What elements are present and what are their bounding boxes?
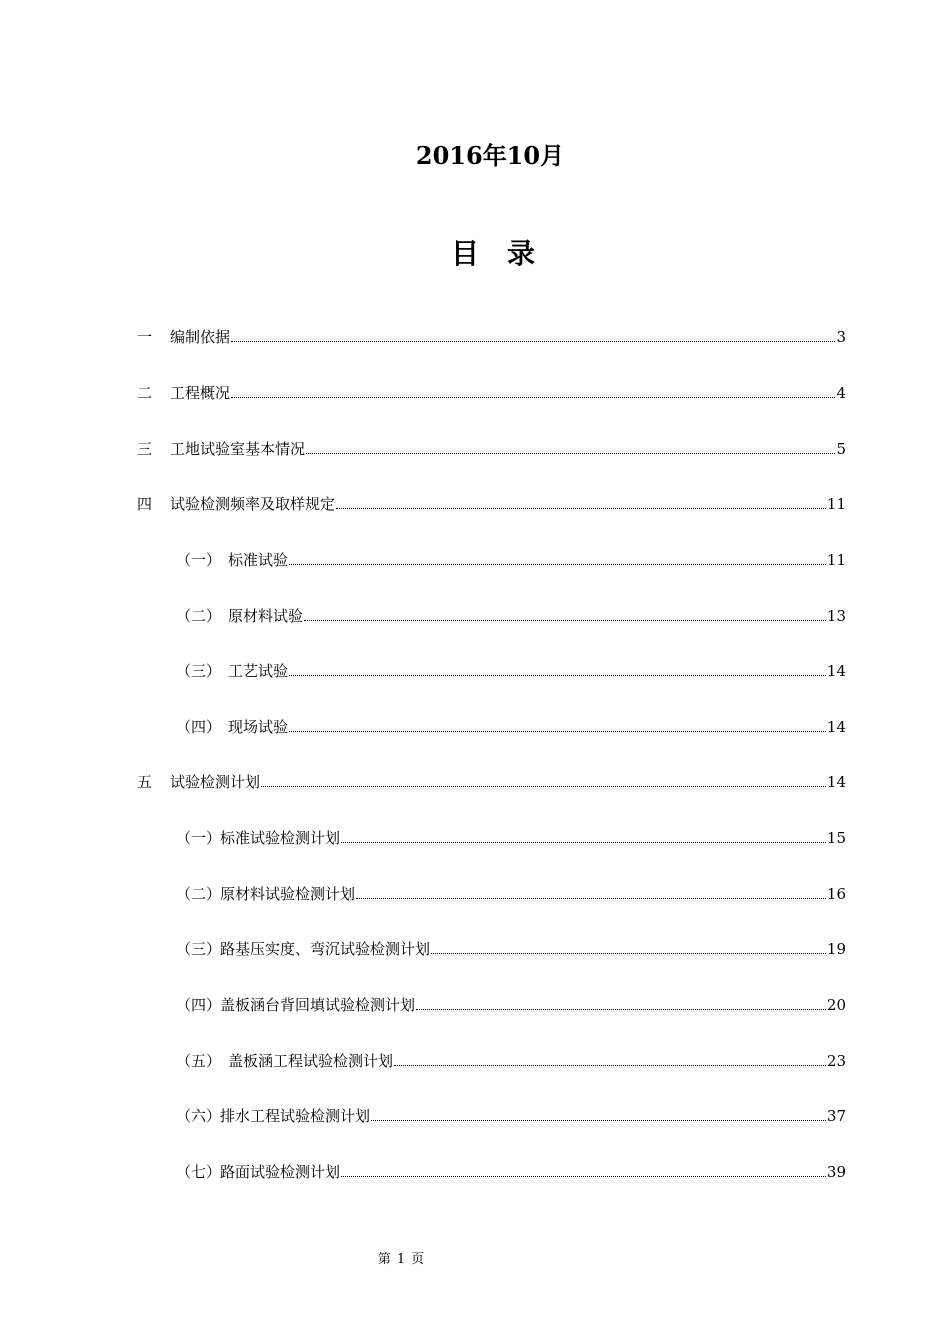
toc-entry-number: （一） (176, 551, 222, 569)
toc-entry-label: 排水工程试验检测计划 (220, 1107, 371, 1125)
toc-dot-leader (289, 563, 826, 565)
toc-entry-page: 15 (826, 829, 846, 847)
toc-entry-page: 5 (836, 440, 846, 458)
toc-entry[interactable] (176, 883, 846, 903)
toc-dot-leader (341, 1175, 826, 1177)
toc-entry-label: 原材料试验 (228, 607, 304, 625)
toc-entry-page: 20 (826, 996, 846, 1014)
toc-entry-number: （四） (176, 718, 222, 736)
toc-entry-page: 4 (836, 384, 846, 402)
toc-entry[interactable] (176, 716, 846, 736)
toc-entry-number: 三 (137, 440, 153, 458)
toc-entry-label: 原材料试验检测计划 (220, 885, 356, 903)
toc-entry-number: 二 (137, 384, 153, 402)
toc-entry-number: （五） (176, 1052, 222, 1070)
toc-entry-label: 工地试验室基本情况 (170, 440, 306, 458)
toc-entry[interactable] (176, 1161, 846, 1181)
toc-entry-page: 14 (826, 773, 846, 791)
toc-dot-leader (289, 730, 826, 732)
toc-dot-leader (431, 952, 826, 954)
document-date: 2016年10月 (415, 141, 565, 170)
toc-entry[interactable] (176, 1050, 846, 1070)
toc-entry[interactable] (176, 938, 846, 958)
toc-entry-label: 标准试验检测计划 (220, 829, 341, 847)
toc-dot-leader (304, 619, 826, 621)
toc-entry[interactable] (176, 1105, 846, 1125)
toc-entry-number: （三） (176, 662, 222, 680)
toc-entry-label: 盖板涵工程试验检测计划 (228, 1052, 394, 1070)
toc-dot-leader (371, 1119, 826, 1121)
toc-entry-number: 五 (137, 773, 153, 791)
toc-entry[interactable] (137, 382, 846, 402)
toc-entry-label: 盖板涵台背回填试验检测计划 (220, 996, 416, 1014)
toc-entry-label: 标准试验 (228, 551, 289, 569)
toc-entry-number: （二） (176, 885, 222, 903)
toc-dot-leader (416, 1008, 826, 1010)
toc-entry-label: 工艺试验 (228, 662, 289, 680)
toc-entry-number: 四 (137, 495, 153, 513)
toc-entry[interactable] (176, 549, 846, 569)
toc-entry[interactable] (137, 493, 846, 513)
toc-entry-number: （二） (176, 607, 222, 625)
toc-entry-page: 37 (826, 1107, 846, 1125)
toc-dot-leader (289, 674, 826, 676)
page-footer (0, 1248, 802, 1267)
toc-dot-leader (356, 897, 826, 899)
toc-dot-leader (261, 785, 826, 787)
toc-dot-leader (231, 340, 835, 342)
toc-dot-leader (394, 1064, 826, 1066)
toc-entry-page: 19 (826, 940, 846, 958)
footer-page-number: 1 (396, 1252, 406, 1267)
toc-entry-page: 11 (826, 551, 846, 569)
toc-dot-leader (336, 507, 826, 509)
toc-entry[interactable] (176, 827, 846, 847)
toc-entry-label: 现场试验 (228, 718, 289, 736)
toc-entry-label: 试验检测计划 (170, 773, 261, 791)
toc-entry-number: 一 (137, 328, 153, 346)
toc-entry[interactable] (137, 771, 846, 791)
toc-entry-label: 路基压实度、弯沉试验检测计划 (220, 940, 431, 958)
toc-dot-leader (231, 396, 835, 398)
toc-title: 目 录 (450, 237, 535, 270)
toc-entry-label: 路面试验检测计划 (220, 1163, 341, 1181)
toc-entry[interactable] (176, 605, 846, 625)
toc-entry-page: 39 (826, 1163, 846, 1181)
toc-entry-number: （一） (176, 829, 222, 847)
toc-entry-page: 14 (826, 662, 846, 680)
footer-suffix: 页 (411, 1252, 425, 1267)
toc-entry-page: 23 (826, 1052, 846, 1070)
toc-entry-page: 3 (836, 328, 846, 346)
toc-entry-label: 工程概况 (170, 384, 231, 402)
toc-entry[interactable] (176, 660, 846, 680)
toc-entry-page: 13 (826, 607, 846, 625)
toc-entry-page: 16 (826, 885, 846, 903)
toc-entry-page: 14 (826, 718, 846, 736)
toc-entry-number: （四） (176, 996, 222, 1014)
toc-entry[interactable] (176, 994, 846, 1014)
toc-entry-number: （三） (176, 940, 222, 958)
toc-entry-page: 11 (826, 495, 846, 513)
toc-entry-label: 编制依据 (170, 328, 231, 346)
toc-dot-leader (306, 452, 835, 454)
toc-entry[interactable] (137, 326, 846, 346)
toc-dot-leader (341, 841, 826, 843)
footer-prefix: 第 (377, 1252, 391, 1267)
toc-entry-number: （六） (176, 1107, 222, 1125)
toc-entry-label: 试验检测频率及取样规定 (170, 495, 336, 513)
toc-entry[interactable] (137, 438, 846, 458)
toc-entry-number: （七） (176, 1163, 222, 1181)
